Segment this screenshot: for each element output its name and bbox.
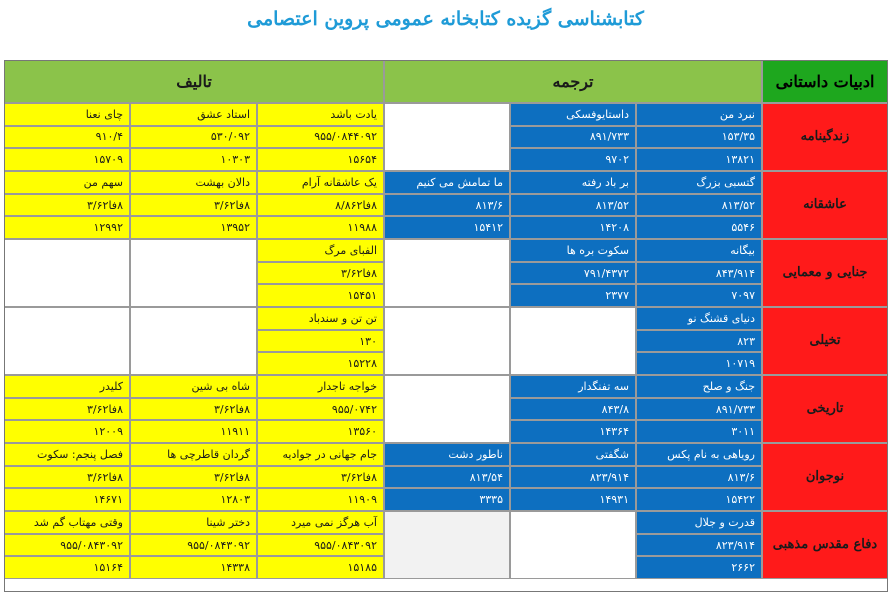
book-title: سه تفنگدار bbox=[510, 375, 636, 398]
empty-cell bbox=[130, 239, 257, 307]
empty-cell bbox=[4, 307, 130, 375]
book-title: یادت باشد bbox=[257, 103, 384, 126]
book-title: دنیای قشنگ نو bbox=[636, 307, 762, 330]
accession-number: ۳۳۳۵ bbox=[384, 488, 510, 511]
accession-number: ۱۲۹۹۲ bbox=[4, 216, 130, 239]
accession-number: ۱۰۳۰۳ bbox=[130, 148, 257, 171]
call-number: ۹۵۵/۰۸۴۳۰۹۲ bbox=[4, 534, 130, 557]
book-title: خواجه تاجدار bbox=[257, 375, 384, 398]
book-title: جام جهانی در جوادیه bbox=[257, 443, 384, 466]
accession-number: ۱۲۸۰۳ bbox=[130, 488, 257, 511]
accession-number: ۷۰۹۷ bbox=[636, 284, 762, 307]
book-title: وقتی مهتاب گم شد bbox=[4, 511, 130, 534]
empty-cell bbox=[384, 511, 510, 579]
book-title: استاد عشق bbox=[130, 103, 257, 126]
call-number: ۹۵۵/۰۸۴۳۰۹۲ bbox=[257, 534, 384, 557]
accession-number: ۱۳۵۶۰ bbox=[257, 420, 384, 443]
accession-number: ۱۱۹۱۱ bbox=[130, 420, 257, 443]
category-cell: تاریخی bbox=[762, 375, 888, 443]
translation-column-header: ترجمه bbox=[384, 60, 762, 103]
book-title: ما تمامش می کنیم bbox=[384, 171, 510, 194]
call-number: ۸۱۳/۵۲ bbox=[510, 194, 636, 217]
call-number: ۸فا۳/۶۲ bbox=[257, 466, 384, 489]
book-title: کلیدر bbox=[4, 375, 130, 398]
book-title: سهم من bbox=[4, 171, 130, 194]
accession-number: ۱۵۱۸۵ bbox=[257, 556, 384, 579]
category-cell: نوجوان bbox=[762, 443, 888, 511]
accession-number: ۱۱۹۰۹ bbox=[257, 488, 384, 511]
call-number: ۹۱۰/۴ bbox=[4, 126, 130, 149]
accession-number: ۵۵۴۶ bbox=[636, 216, 762, 239]
book-title: شاه بی شین bbox=[130, 375, 257, 398]
accession-number: ۲۳۷۷ bbox=[510, 284, 636, 307]
call-number: ۸۱۳/۵۴ bbox=[384, 466, 510, 489]
accession-number: ۳۰۱۱ bbox=[636, 420, 762, 443]
accession-number: ۱۵۴۲۲ bbox=[636, 488, 762, 511]
empty-cell bbox=[4, 239, 130, 307]
call-number: ۸۲۳ bbox=[636, 330, 762, 353]
accession-number: ۱۵۱۶۴ bbox=[4, 556, 130, 579]
accession-number: ۲۶۶۲ bbox=[636, 556, 762, 579]
page-title: کتابشناسی گزیده کتابخانه عمومی پروین اعتصامی bbox=[247, 8, 644, 30]
call-number: ۸فا۳/۶۲ bbox=[257, 262, 384, 285]
empty-cell bbox=[510, 511, 636, 579]
book-title: نبرد من bbox=[636, 103, 762, 126]
book-title: شگفتی bbox=[510, 443, 636, 466]
call-number: ۸فا۳/۶۲ bbox=[4, 194, 130, 217]
call-number: ۸۱۳/۶ bbox=[384, 194, 510, 217]
call-number: ۸۱۳/۵۲ bbox=[636, 194, 762, 217]
book-title: داستایوفسکی bbox=[510, 103, 636, 126]
accession-number: ۱۱۹۸۸ bbox=[257, 216, 384, 239]
book-title: دالان بهشت bbox=[130, 171, 257, 194]
book-title: فصل پنجم: سکوت bbox=[4, 443, 130, 466]
accession-number: ۱۴۳۳۸ bbox=[130, 556, 257, 579]
accession-number: ۱۰۷۱۹ bbox=[636, 352, 762, 375]
call-number: ۱۵۳/۳۵ bbox=[636, 126, 762, 149]
accession-number: ۱۳۹۵۲ bbox=[130, 216, 257, 239]
book-title: ناطور دشت bbox=[384, 443, 510, 466]
empty-cell bbox=[384, 307, 510, 375]
call-number: ۸فا۳/۶۲ bbox=[130, 466, 257, 489]
call-number: ۹۵۵/۰۷۴۲ bbox=[257, 398, 384, 421]
book-title: بر باد رفته bbox=[510, 171, 636, 194]
category-column-header: ادبیات داستانی bbox=[762, 60, 888, 103]
accession-number: ۱۴۶۷۱ bbox=[4, 488, 130, 511]
call-number: ۱۳۰ bbox=[257, 330, 384, 353]
call-number: ۸۲۳/۹۱۴ bbox=[636, 534, 762, 557]
call-number: ۸فا۸/۸۶۲ bbox=[257, 194, 384, 217]
call-number: ۸۴۳/۸ bbox=[510, 398, 636, 421]
accession-number: ۱۵۶۵۴ bbox=[257, 148, 384, 171]
empty-cell bbox=[130, 307, 257, 375]
category-cell: تخیلی bbox=[762, 307, 888, 375]
accession-number: ۱۴۲۰۸ bbox=[510, 216, 636, 239]
accession-number: ۱۵۲۲۸ bbox=[257, 352, 384, 375]
book-title: آب هرگز نمی میرد bbox=[257, 511, 384, 534]
call-number: ۹۵۵/۰۸۴۴۰۹۲ bbox=[257, 126, 384, 149]
empty-cell bbox=[384, 375, 510, 443]
call-number: ۸۲۳/۹۱۴ bbox=[510, 466, 636, 489]
book-title: رویاهی به نام پکس bbox=[636, 443, 762, 466]
call-number: ۸۴۳/۹۱۴ bbox=[636, 262, 762, 285]
call-number: ۷۹۱/۴۳۷۲ bbox=[510, 262, 636, 285]
book-title: چای نعنا bbox=[4, 103, 130, 126]
empty-cell bbox=[384, 239, 510, 307]
book-title: گتسبی بزرگ bbox=[636, 171, 762, 194]
book-title: گردان قاطرچی ها bbox=[130, 443, 257, 466]
call-number: ۸فا۳/۶۲ bbox=[130, 398, 257, 421]
book-title: یک عاشقانه آرام bbox=[257, 171, 384, 194]
call-number: ۹۵۵/۰۸۴۳۰۹۲ bbox=[130, 534, 257, 557]
call-number: ۸۹۱/۷۳۳ bbox=[636, 398, 762, 421]
category-cell: زندگینامه bbox=[762, 103, 888, 171]
original-column-header: تالیف bbox=[4, 60, 384, 103]
call-number: ۸۱۳/۶ bbox=[636, 466, 762, 489]
accession-number: ۱۴۳۶۴ bbox=[510, 420, 636, 443]
category-cell: جنایی و معمایی bbox=[762, 239, 888, 307]
call-number: ۸فا۳/۶۲ bbox=[4, 398, 130, 421]
book-title: سکوت بره ها bbox=[510, 239, 636, 262]
category-cell: عاشقانه bbox=[762, 171, 888, 239]
call-number: ۸۹۱/۷۳۳ bbox=[510, 126, 636, 149]
accession-number: ۹۷۰۲ bbox=[510, 148, 636, 171]
book-title: تن تن و سندباد bbox=[257, 307, 384, 330]
book-title: قدرت و جلال bbox=[636, 511, 762, 534]
empty-cell bbox=[510, 307, 636, 375]
book-title: جنگ و صلح bbox=[636, 375, 762, 398]
call-number: ۸فا۳/۶۲ bbox=[130, 194, 257, 217]
empty-cell bbox=[384, 103, 510, 171]
accession-number: ۱۴۹۳۱ bbox=[510, 488, 636, 511]
accession-number: ۱۵۴۵۱ bbox=[257, 284, 384, 307]
book-title: بیگانه bbox=[636, 239, 762, 262]
accession-number: ۱۲۰۰۹ bbox=[4, 420, 130, 443]
call-number: ۵۳۰/۰۹۲ bbox=[130, 126, 257, 149]
call-number: ۸فا۳/۶۲ bbox=[4, 466, 130, 489]
book-title: دختر شینا bbox=[130, 511, 257, 534]
accession-number: ۱۵۴۱۲ bbox=[384, 216, 510, 239]
category-cell: دفاع مقدس مذهبی bbox=[762, 511, 888, 579]
accession-number: ۱۳۸۲۱ bbox=[636, 148, 762, 171]
book-title: الفبای مرگ bbox=[257, 239, 384, 262]
accession-number: ۱۵۷۰۹ bbox=[4, 148, 130, 171]
